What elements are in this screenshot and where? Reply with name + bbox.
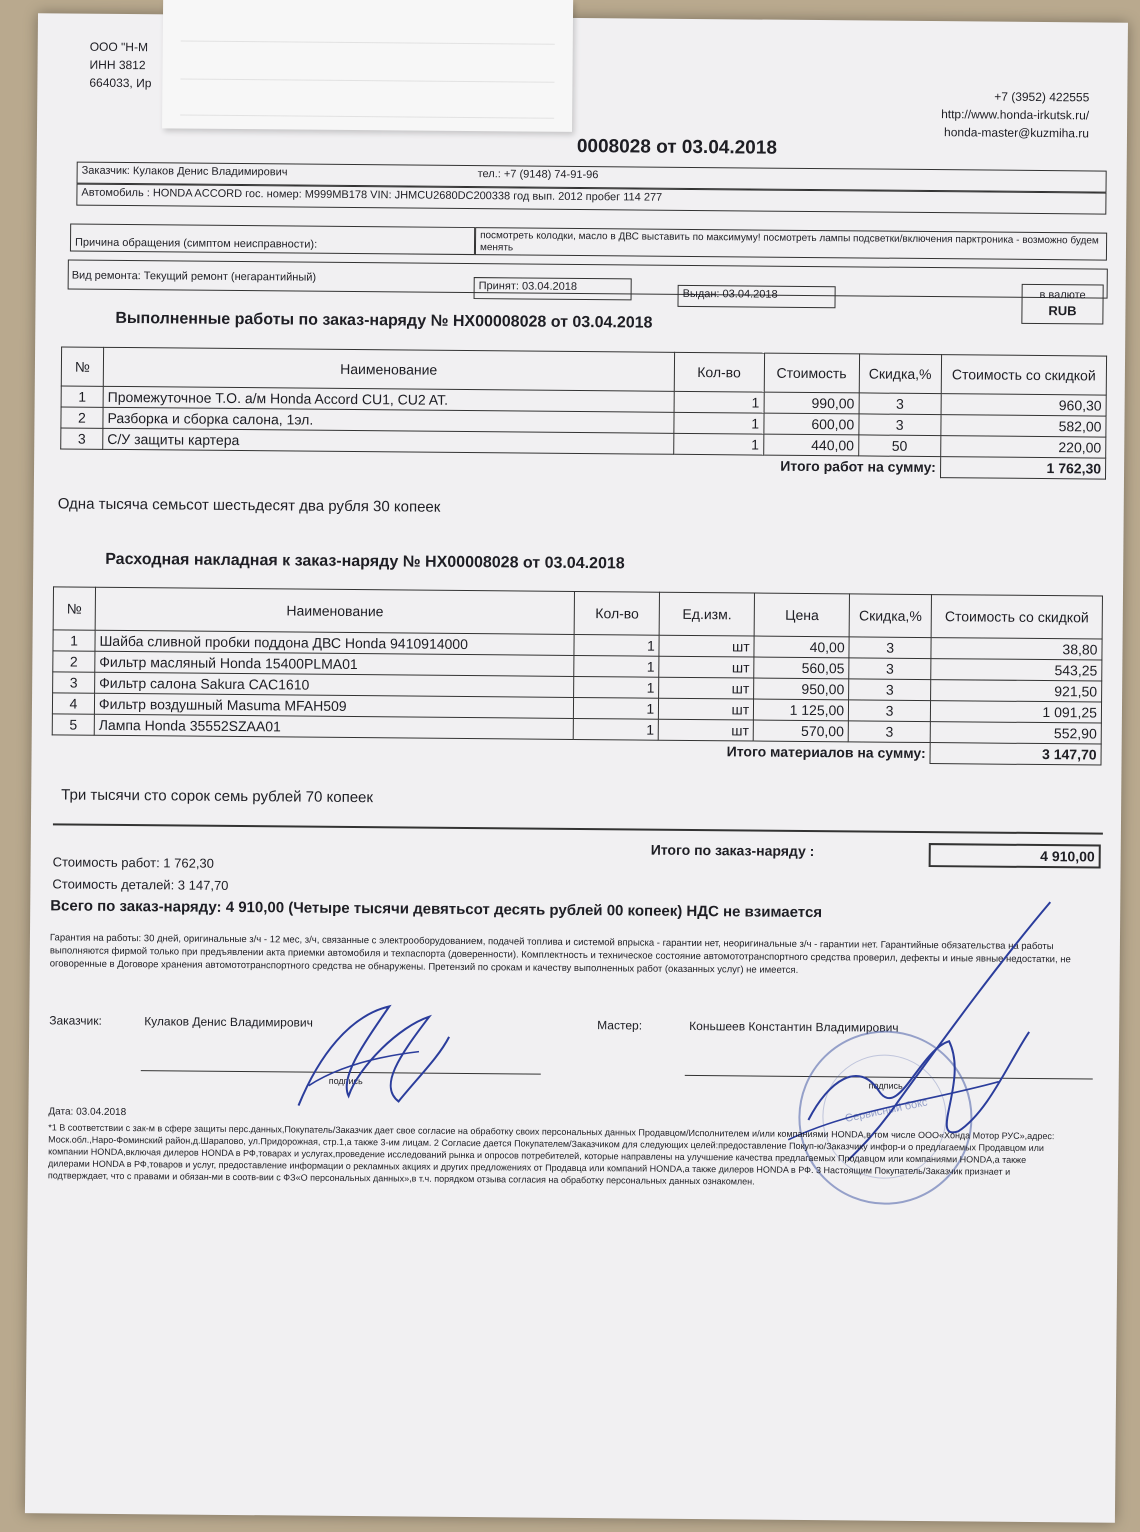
cell-name: Промежуточное Т.О. а/м Honda Accord CU1, CU2 AT. [103, 386, 674, 412]
customer-sign-name: Кулаков Денис Владимирович [144, 1014, 313, 1030]
cell-total: 552,90 [930, 722, 1101, 744]
cell-unit: шт [658, 719, 753, 741]
accepted-date: Принят: 03.04.2018 [478, 280, 578, 293]
master-sign-label: Мастер: [597, 1018, 643, 1033]
works-col-cost: Стоимость [764, 353, 859, 393]
cell-cost: 600,00 [764, 413, 859, 435]
materials-col-total: Стоимость со скидкой [931, 595, 1102, 639]
cell-total: 1 091,25 [930, 701, 1101, 723]
materials-table [52, 586, 1103, 765]
cell-discount: 3 [849, 637, 931, 659]
cell-name: Шайба сливной пробки поддона ДВС Honda 9410914000 [95, 630, 575, 655]
cell-unit: шт [659, 677, 754, 699]
materials-col-name: Наименование [95, 587, 575, 634]
cell-num: 1 [53, 630, 95, 651]
cell-qty: 1 [673, 412, 763, 434]
materials-col-unit: Ед.изм. [659, 592, 754, 636]
company-phone: +7 (3952) 422555 [994, 89, 1090, 105]
reason-text: посмотреть колодки, масло в ДВС выставить по максимуму! посмотреть лампы подсветки/включения парктроника - возможно будем менять [479, 230, 1099, 254]
cell-price: 40,00 [754, 636, 849, 658]
contacts-block [941, 87, 1090, 142]
paper-slip [162, 0, 573, 132]
cell-name: Разборка и сборка салона, 1эл. [103, 407, 674, 433]
cell-name: Фильтр масляный Honda 15400PLMA01 [95, 651, 575, 676]
materials-col-price: Цена [754, 593, 849, 637]
order-document [25, 13, 1128, 1522]
repair-type: Вид ремонта: Текущий ремонт (негарантийный) [71, 269, 317, 284]
company-email: honda-master@kuzmiha.ru [944, 125, 1090, 141]
currency-label: в валюте [1039, 288, 1086, 302]
cell-num: 1 [61, 386, 103, 407]
cell-num: 4 [52, 693, 94, 714]
cell-qty: 1 [673, 433, 763, 455]
issued-box [677, 285, 835, 308]
customer-sign-label: Заказчик: [49, 1013, 102, 1028]
master-sign-caption: подпись [868, 1080, 903, 1091]
company-website: http://www.honda-irkutsk.ru/ [941, 107, 1090, 123]
cell-discount: 3 [849, 679, 931, 701]
cell-num: 3 [61, 428, 103, 449]
cell-price: 1 125,00 [754, 699, 849, 721]
cell-discount: 3 [848, 721, 930, 743]
cell-qty: 1 [574, 676, 659, 698]
issued-date: Выдан: 03.04.2018 [682, 287, 778, 301]
company-block [89, 38, 151, 93]
cell-name: Фильтр салона Sakura CAC1610 [95, 672, 575, 697]
customer-signature [278, 995, 459, 1127]
cell-price: 570,00 [753, 720, 848, 742]
works-total-label: Итого работ на сумму: [780, 457, 936, 476]
cell-discount: 3 [859, 393, 941, 415]
cell-discount: 3 [859, 414, 941, 436]
cell-num: 5 [52, 714, 94, 735]
cell-total: 582,00 [941, 415, 1106, 437]
cell-total: 220,00 [940, 436, 1105, 458]
cell-total: 543,25 [931, 659, 1102, 681]
reason-label: Причина обращения (симптом неисправности): [74, 236, 318, 251]
cell-num: 2 [61, 407, 103, 428]
cell-discount: 3 [849, 700, 931, 722]
company-address: 664033, Ир [89, 75, 152, 91]
cell-discount: 3 [849, 658, 931, 680]
order-total-box [929, 843, 1101, 869]
customer-name: Заказчик: Кулаков Денис Владимирович [81, 164, 288, 179]
works-col-num: № [61, 347, 103, 386]
materials-title: Расходная накладная к заказ-наряду № HX00008028 от 03.04.2018 [105, 550, 625, 573]
consent-text: *1 В соответствии с зак-м в сфере защиты перс.данных,Покупатель/Заказчик дает свое согласие на обработку своих персональных данных Продавцом/Исполнителем и/или компаниями HONDA,в том числе ООО«Хонда Мотор РУС»,адрес: Моск.обл.,Наро-Фоминский район,д.Шарапово, ул.Придорожная, стр.1,а также 3-им лицам. 2 Согласие дается Покупателем/Заказчиком для следующих целей:предоставление Покуп-ю/Заказчику инфор-и о предлагаемых Продавцом или компании HONDA,включая дилеров HONDA в РФ,товарах и услугах,проведение исследований рынка и опросов потребителей, которые направлены на улучшение качества предлагаемых Продавцом или компаниями HONDA,а также дилерами HONDA в РФ,товаров и услуг, предоставление информации о рекламных акциях и других предложениях от Продавца или компаний HONDA,а также дилеров HONDA в РФ. 3 Настоящим Покупатель/Заказчик признает и подтверждает, что с правами и обязан-ми в соотв-вии с ФЗ«О персональных данных»,в т.ч. порядком отзыва согласия на обработку персональных данных ознакомлен. [47, 1122, 1055, 1187]
stamp-text: Сервисный бокс [844, 1096, 929, 1125]
parts-cost: Стоимость деталей: 3 147,70 [52, 876, 229, 893]
materials-total-label: Итого материалов на сумму: [726, 743, 926, 762]
customer-phone: тел.: +7 (9148) 74-91-96 [477, 168, 599, 182]
cell-qty: 1 [574, 697, 659, 719]
works-table [60, 346, 1107, 479]
works-col-qty: Кол-во [674, 352, 764, 392]
footer-date: Дата: 03.04.2018 [48, 1106, 127, 1119]
works-col-name: Наименование [103, 347, 674, 391]
order-title: 0008028 от 03.04.2018 [576, 135, 778, 159]
cell-name: С/У защиты картера [103, 428, 674, 454]
cell-total: 921,50 [931, 680, 1102, 702]
accepted-box [474, 277, 632, 300]
company-inn: ИНН 3812 [89, 57, 146, 73]
cell-cost: 990,00 [764, 392, 859, 414]
cell-discount: 50 [858, 435, 940, 457]
works-col-total: Стоимость со скидкой [941, 355, 1107, 395]
order-total-label: Итого по заказ-наряду : [650, 841, 815, 860]
cell-price: 950,00 [754, 678, 849, 700]
cell-qty: 1 [674, 391, 764, 413]
materials-total-value: 3 147,70 [930, 743, 1101, 765]
cell-total: 38,80 [931, 638, 1102, 660]
works-title: Выполненные работы по заказ-наряду № HX00008028 от 03.04.2018 [115, 309, 653, 332]
works-total-value: 1 762,30 [940, 457, 1105, 479]
cell-unit: шт [659, 635, 754, 657]
currency-value: RUB [1048, 303, 1077, 319]
master-sign-name: Коньшеев Константин Владимирович [689, 1018, 899, 1035]
cost-breakdown [52, 851, 228, 897]
works-col-discount: Скидка,% [859, 354, 941, 394]
company-name: ООО "Н-М [89, 39, 149, 55]
materials-col-qty: Кол-во [574, 591, 659, 635]
cell-name: Фильтр воздушный Masuma MFAH509 [94, 693, 574, 718]
order-total-value: 4 910,00 [1040, 848, 1095, 865]
works-cost: Стоимость работ: 1 762,30 [52, 854, 215, 871]
materials-in-words: Три тысячи сто сорок семь рублей 70 копеек [61, 786, 374, 807]
cell-unit: шт [659, 698, 754, 720]
car-info: Автомобиль : HONDA ACCORD гос. номер: M999MB178 VIN: JHMCU2680DC200338 год вып. 2012 пробег 114 277 [81, 186, 663, 204]
currency-box [1021, 284, 1103, 325]
works-in-words: Одна тысяча семьсот шестьдесят два рубля 30 копеек [57, 495, 441, 516]
customer-sign-caption: подпись [328, 1075, 363, 1087]
materials-col-num: № [53, 587, 95, 630]
reason-text-box [475, 227, 1107, 261]
warranty-text: Гарантия на работы: 30 дней, оригинальные з/ч - 12 мес, з/ч, связанные с электрооборудованием, подачей топлива и системой впрыска - гарантии нет, неоригинальные з/ч - гарантии нет. Гарантийные обязательства на работы выполняются фирмой только при предъявлении акта приемки автомобиля и техпаспорта (доверенности). Комплектность и техническое состояние автомототранспортного средства проверил, дефекты и иные явные недостатки, не оговоренные в Договоре хранения автомототранспортного средства не обнаружены. Претензий по срокам и качеству выполненных работ (оказанных услуг) не имеется. [49, 932, 1071, 976]
cell-total: 960,30 [941, 394, 1106, 416]
cell-cost: 440,00 [763, 434, 858, 456]
divider [53, 823, 1103, 834]
cell-num: 3 [53, 672, 95, 693]
grand-total: Всего по заказ-наряду: 4 910,00 (Четыре тысячи девятьсот десять рублей 00 копеек) НДС не взимается [50, 897, 823, 922]
materials-col-discount: Скидка,% [849, 594, 931, 638]
cell-unit: шт [659, 656, 754, 678]
cell-qty: 1 [574, 634, 659, 656]
cell-qty: 1 [574, 655, 659, 677]
cell-price: 560,05 [754, 657, 849, 679]
cell-num: 2 [53, 651, 95, 672]
cell-qty: 1 [574, 718, 659, 740]
reason-label-box [70, 224, 475, 256]
cell-name: Лампа Honda 35552SZAA01 [94, 714, 574, 739]
